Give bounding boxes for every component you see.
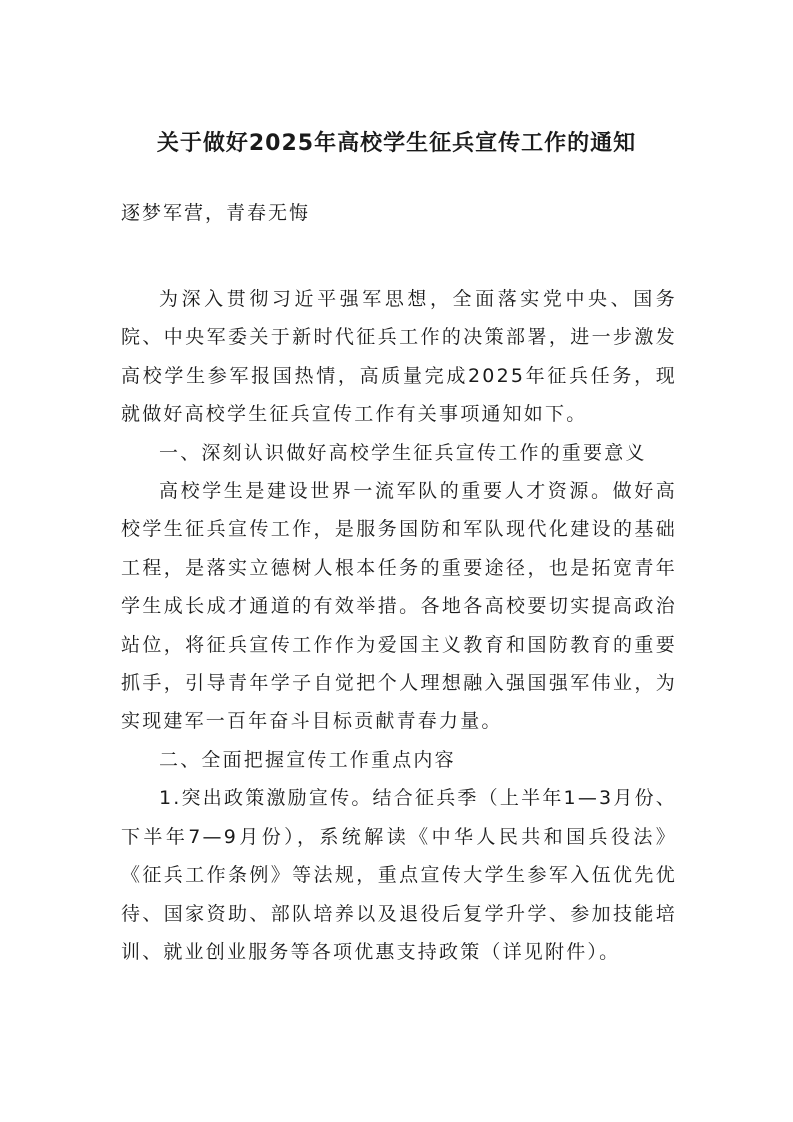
section-heading-1: 一、深刻认识做好高校学生征兵宣传工作的重要意义 xyxy=(159,441,647,464)
document-title: 关于做好2025年高校学生征兵宣传工作的通知 xyxy=(156,131,637,156)
section-heading-2: 二、全面把握宣传工作重点内容 xyxy=(159,748,456,771)
intro-paragraph: 为深入贯彻习近平强军思想，全面落实党中央、国务院、中央军委关于新时代征兵工作的决策部署，进一步激发高校学生参军报国热情，高质量完成2025年征兵任务，现就做好高校学生征兵宣传工作有关事项通知如下。 xyxy=(121,288,677,426)
document-body xyxy=(121,280,677,971)
section-1-paragraph: 高校学生是建设世界一流军队的重要人才资源。做好高校学生征兵宣传工作，是服务国防和军队现代化建设的基础工程，是落实立德树人根本任务的重要途径，也是拓宽青年学生成长成才通道的有效举措。各地各高校要切实提高政治站位，将征兵宣传工作作为爱国主义教育和国防教育的重要抓手，引导青年学子自觉把个人理想融入强国强军伟业，为实现建军一百年奋斗目标贡献青春力量。 xyxy=(121,480,677,733)
section-2-item-1: 1.突出政策激励宣传。结合征兵季（上半年1—3月份、下半年7—9月份），系统解读《中华人民共和国兵役法》《征兵工作条例》等法规，重点宣传大学生参军入伍优先优待、国家资助、部队培养以及退役后复学升学、参加技能培训、就业创业服务等各项优惠支持政策（详见附件）。 xyxy=(121,787,677,963)
document-subtitle: 逐梦军营，青春无悔 xyxy=(121,202,311,224)
